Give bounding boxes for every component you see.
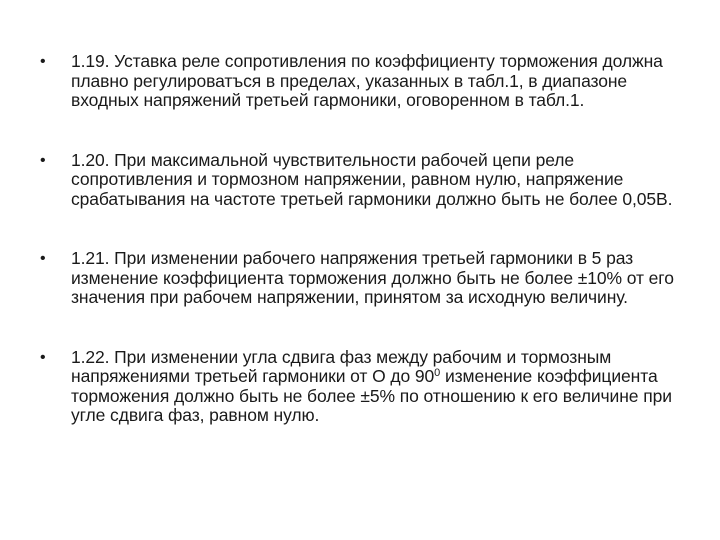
list-item xyxy=(40,151,690,210)
item-text-before: 1.22. При изменении угла сдвига фаз между рабочим и тормозным напряжениями третьей гармоники от О до 90 xyxy=(71,346,612,386)
bullet-icon: • xyxy=(40,250,46,267)
list-item xyxy=(40,348,690,426)
bullet-icon: • xyxy=(40,53,46,70)
item-text: 1.20. При максимальной чувствительности рабочей цепи реле сопротивления и тормозном напряжении, равном нулю, напряжение срабатывания на частоте третьей гармоники должно быть не более 0,05В. xyxy=(71,149,673,209)
item-text: 1.21. При изменении рабочего напряжения третьей гармоники в 5 раз изменение коэффициента торможения должно быть не более ±10% от его значения при рабочем напряжении, принятом за исходную величину. xyxy=(71,248,674,307)
bullet-icon: • xyxy=(40,151,46,169)
bullet-icon: • xyxy=(40,348,46,366)
list-item xyxy=(40,249,690,308)
bullet-list xyxy=(40,52,690,426)
item-text-after: изменение коэффициента торможения должно быть не более ±5% по отношению к его величине при угле сдвига фаз, равном нулю. xyxy=(71,366,672,425)
item-text: 1.19. Уставка реле сопротивления по коэффициенту торможения должна плавно регулироватъся в пределах, указанных в табл.1, в диапазоне входных напряжений третьей гармоники, оговоренном в табл.1. xyxy=(71,51,663,110)
list-item xyxy=(40,52,690,111)
degree-superscript: 0 xyxy=(434,367,441,379)
